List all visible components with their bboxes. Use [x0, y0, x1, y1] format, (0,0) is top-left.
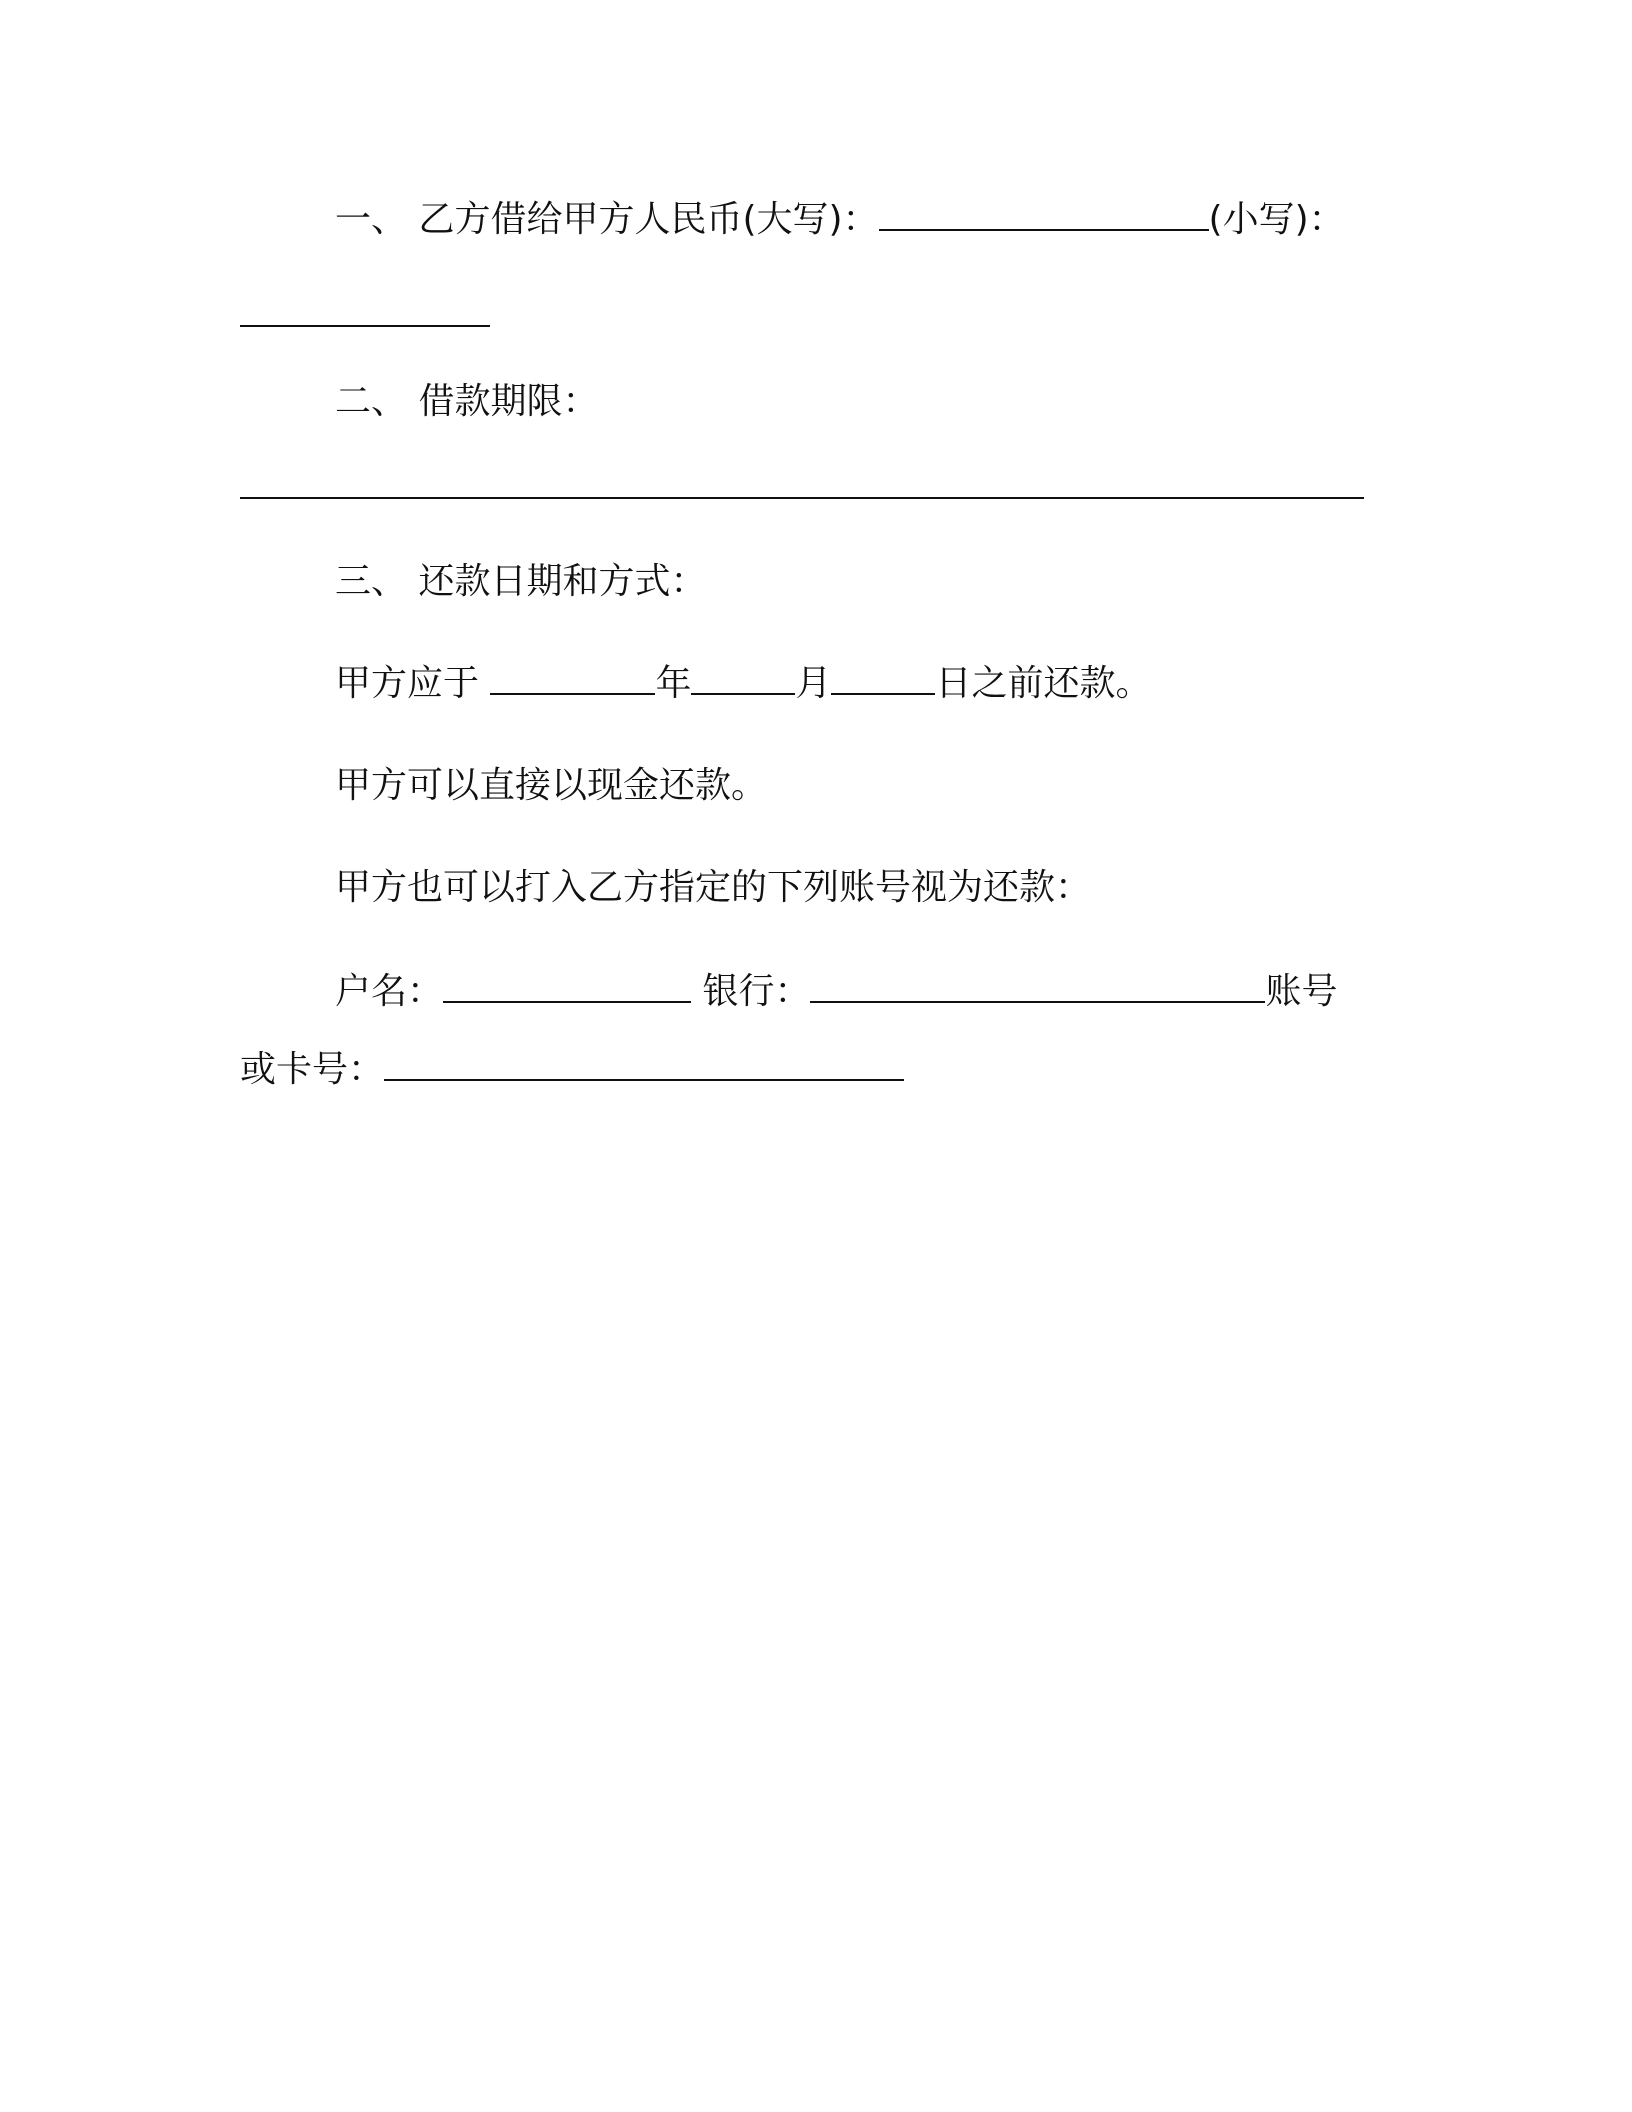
- amount-uppercase-blank[interactable]: [879, 197, 1209, 231]
- loan-term-blank[interactable]: [240, 497, 1364, 499]
- deadline-prefix: 甲方应于: [335, 663, 491, 704]
- account-number-blank[interactable]: [384, 1047, 904, 1081]
- deadline-line: [335, 660, 1465, 708]
- month-blank[interactable]: [691, 661, 795, 695]
- clause-2-line: [335, 378, 1465, 426]
- bank-label: 银行：: [691, 971, 811, 1012]
- clause-3-line: [335, 558, 1465, 606]
- month-label: 月: [795, 663, 832, 704]
- amount-lowercase-blank[interactable]: [240, 293, 490, 327]
- cash-repayment-text: 甲方可以直接以现金还款。: [335, 765, 768, 806]
- card-number-label: 或卡号：: [240, 1049, 385, 1090]
- day-blank[interactable]: [831, 661, 935, 695]
- cash-repayment-line: [335, 762, 1465, 810]
- clause-3-heading: 三、 还款日期和方式：: [335, 561, 707, 602]
- bank-blank[interactable]: [810, 969, 1265, 1003]
- year-label: 年: [655, 663, 692, 704]
- amount-lowercase-label: (小写)：: [1208, 199, 1345, 240]
- transfer-repayment-line: [335, 864, 1465, 912]
- account-name-blank[interactable]: [443, 969, 691, 1003]
- account-info-line: [335, 968, 1465, 1016]
- day-suffix: 日之前还款。: [935, 663, 1152, 704]
- account-number-line: [240, 1046, 1370, 1094]
- account-label: 账号: [1265, 971, 1338, 1012]
- account-name-label: 户名：: [335, 971, 444, 1012]
- clause-1-heading: 一、 乙方借给甲方人民币(大写)：: [335, 199, 879, 240]
- clause-1-line: [335, 196, 1465, 244]
- transfer-repayment-text: 甲方也可以打入乙方指定的下列账号视为还款：: [335, 867, 1092, 908]
- clause-2-heading: 二、 借款期限：: [335, 381, 599, 422]
- year-blank[interactable]: [490, 661, 655, 695]
- clause-1-continuation: [240, 292, 1370, 340]
